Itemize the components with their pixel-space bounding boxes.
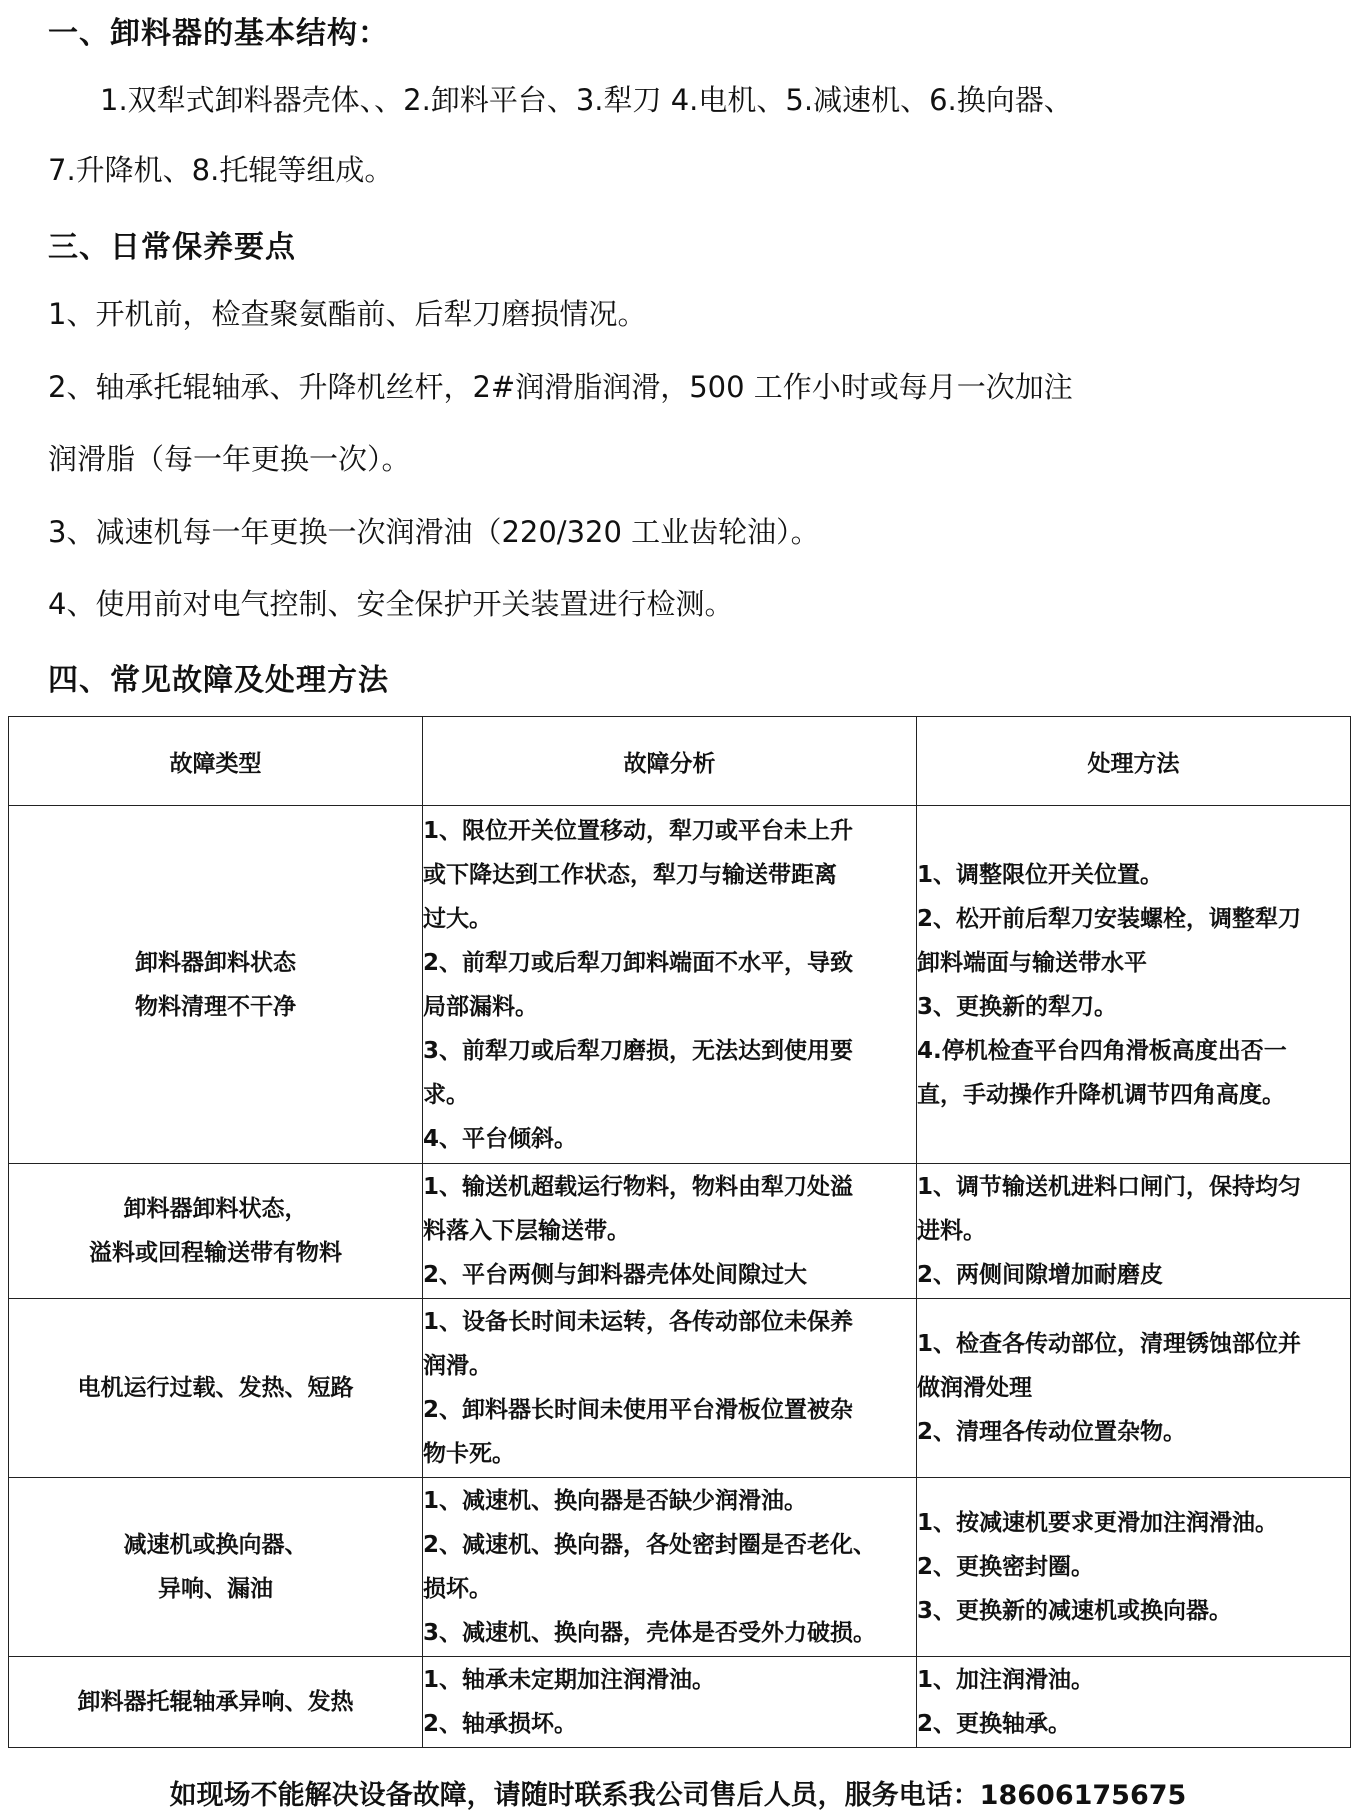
method-line: 1、加注润滑油。 xyxy=(917,1667,1095,1693)
analysis-line: 润滑。 xyxy=(423,1353,492,1379)
analysis-line: 3、减速机、换向器，壳体是否受外力破损。 xyxy=(423,1620,877,1646)
header-fault-analysis: 故障分析 xyxy=(423,717,917,806)
fault-analysis-cell xyxy=(423,1299,917,1478)
maintenance-item-2-line-1: 2、轴承托辊轴承、升降机丝杆，2#润滑脂润滑，500 工作小时或每月一次加注 xyxy=(48,370,1073,404)
fault-type-line: 物料清理不干净 xyxy=(135,993,296,1020)
fault-type-cell xyxy=(9,1164,423,1299)
method-line: 3、更换新的减速机或换向器。 xyxy=(917,1598,1233,1624)
method-line: 卸料端面与输送带水平 xyxy=(917,949,1147,976)
method-line: 2、松开前后犁刀安装螺栓，调整犁刀 xyxy=(917,905,1302,932)
analysis-line: 3、前犁刀或后犁刀磨损，无法达到使用要 xyxy=(423,1037,854,1064)
method-line: 1、检查各传动部位，清理锈蚀部位并 xyxy=(917,1331,1302,1357)
analysis-line: 损坏。 xyxy=(423,1576,492,1602)
section-heading-maintenance: 三、日常保养要点 xyxy=(48,230,296,265)
analysis-line: 2、卸料器长时间未使用平台滑板位置被杂 xyxy=(423,1397,854,1423)
method-line: 进料。 xyxy=(917,1218,986,1244)
fault-table xyxy=(8,716,1351,1748)
method-line: 1、调整限位开关位置。 xyxy=(917,861,1164,888)
fault-type-line: 卸料器卸料状态， xyxy=(123,1196,308,1222)
fault-analysis-cell xyxy=(423,1478,917,1657)
treatment-method-cell xyxy=(917,806,1351,1164)
method-line: 2、更换轴承。 xyxy=(917,1711,1072,1737)
section-heading-structure: 一、卸料器的基本结构： xyxy=(48,16,389,51)
treatment-method-cell xyxy=(917,1657,1351,1748)
fault-type-line: 卸料器托辊轴承异响、发热 xyxy=(77,1689,354,1715)
analysis-line: 2、减速机、换向器，各处密封圈是否老化、 xyxy=(423,1532,877,1558)
method-line: 3、更换新的犁刀。 xyxy=(917,993,1118,1020)
fault-type-line: 异响、漏油 xyxy=(158,1576,273,1602)
analysis-line: 1、轴承未定期加注润滑油。 xyxy=(423,1667,716,1693)
fault-analysis-cell xyxy=(423,806,917,1164)
analysis-line: 或下降达到工作状态，犁刀与输送带距离 xyxy=(423,861,837,888)
method-line: 做润滑处理 xyxy=(917,1375,1032,1401)
method-line: 4.停机检查平台四角滑板高度出否一 xyxy=(917,1037,1287,1064)
fault-type-cell xyxy=(9,806,423,1164)
analysis-line: 料落入下层输送带。 xyxy=(423,1218,630,1244)
table-row xyxy=(9,806,1351,1164)
analysis-line: 1、限位开关位置移动，犁刀或平台未上升 xyxy=(423,817,854,844)
fault-type-line: 溢料或回程输送带有物料 xyxy=(89,1240,342,1266)
treatment-method-cell xyxy=(917,1164,1351,1299)
analysis-line: 2、轴承损坏。 xyxy=(423,1711,578,1737)
structure-line-1: 1.双犁式卸料器壳体、、2.卸料平台、3.犁刀 4.电机、5.减速机、6.换向器、 xyxy=(100,83,1073,117)
analysis-line: 2、平台两侧与卸料器壳体处间隙过大 xyxy=(423,1262,808,1288)
fault-type-line: 卸料器卸料状态 xyxy=(135,949,296,976)
fault-type-line: 电机运行过载、发热、短路 xyxy=(77,1375,354,1401)
fault-analysis-cell xyxy=(423,1164,917,1299)
maintenance-item-4: 4、使用前对电气控制、安全保护开关装置进行检测。 xyxy=(48,587,734,621)
maintenance-item-2-line-2: 润滑脂（每一年更换一次）。 xyxy=(48,442,411,476)
table-row xyxy=(9,1478,1351,1657)
table-row xyxy=(9,1299,1351,1478)
fault-analysis-cell xyxy=(423,1657,917,1748)
table-row xyxy=(9,1657,1351,1748)
treatment-method-cell xyxy=(917,1478,1351,1657)
method-line: 2、清理各传动位置杂物。 xyxy=(917,1419,1187,1445)
analysis-line: 1、减速机、换向器是否缺少润滑油。 xyxy=(423,1488,808,1514)
header-treatment-method: 处理方法 xyxy=(917,717,1351,806)
analysis-line: 过大。 xyxy=(423,905,492,932)
analysis-line: 2、前犁刀或后犁刀卸料端面不水平，导致 xyxy=(423,949,854,976)
method-line: 2、更换密封圈。 xyxy=(917,1554,1095,1580)
fault-type-line: 减速机或换向器、 xyxy=(123,1532,308,1558)
analysis-line: 1、设备长时间未运转，各传动部位未保养 xyxy=(423,1309,854,1335)
table-row xyxy=(9,1164,1351,1299)
service-contact-footer: 如现场不能解决设备故障，请随时联系我公司售后人员，服务电话：18606175675 xyxy=(169,1780,1187,1811)
analysis-line: 1、输送机超载运行物料，物料由犁刀处溢 xyxy=(423,1174,854,1200)
fault-type-cell xyxy=(9,1657,423,1748)
analysis-line: 4、平台倾斜。 xyxy=(423,1125,578,1152)
table-header-row xyxy=(9,717,1351,806)
method-line: 1、按减速机要求更滑加注润滑油。 xyxy=(917,1510,1279,1536)
fault-type-cell xyxy=(9,1478,423,1657)
method-line: 1、调节输送机进料口闸门，保持均匀 xyxy=(917,1174,1302,1200)
structure-line-2: 7.升降机、8.托辊等组成。 xyxy=(48,153,394,187)
maintenance-item-3: 3、减速机每一年更换一次润滑油（220/320 工业齿轮油）。 xyxy=(48,515,820,549)
method-line: 直，手动操作升降机调节四角高度。 xyxy=(917,1081,1285,1108)
section-heading-faults: 四、常见故障及处理方法 xyxy=(48,663,389,698)
fault-type-cell xyxy=(9,1299,423,1478)
maintenance-item-1: 1、开机前，检查聚氨酯前、后犁刀磨损情况。 xyxy=(48,297,647,331)
analysis-line: 局部漏料。 xyxy=(423,993,538,1020)
method-line: 2、两侧间隙增加耐磨皮 xyxy=(917,1262,1164,1288)
treatment-method-cell xyxy=(917,1299,1351,1478)
analysis-line: 物卡死。 xyxy=(423,1441,515,1467)
analysis-line: 求。 xyxy=(423,1081,469,1108)
header-fault-type: 故障类型 xyxy=(9,717,423,806)
